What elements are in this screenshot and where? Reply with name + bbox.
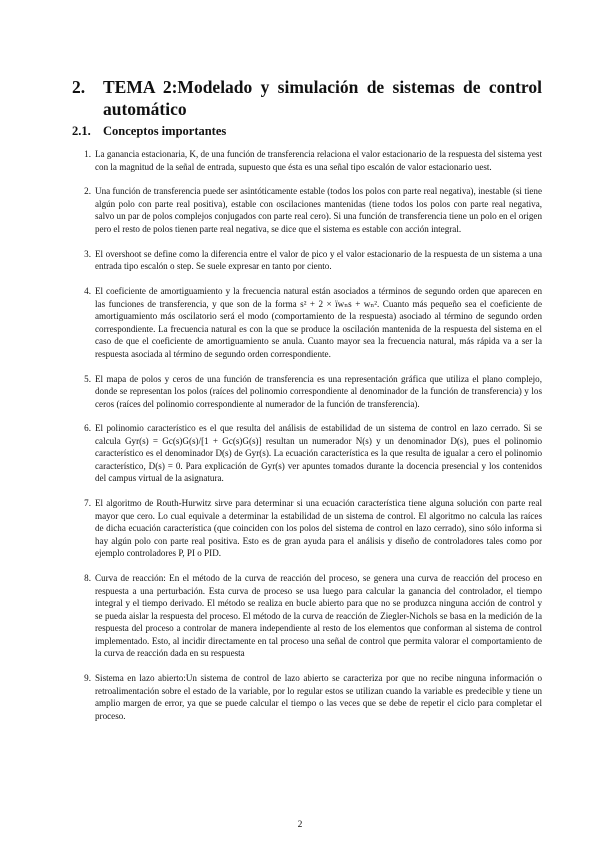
list-item <box>72 422 542 485</box>
section-heading <box>72 123 226 139</box>
list-item <box>72 572 542 660</box>
list-item <box>72 497 542 560</box>
chapter-number: 2. <box>72 77 86 97</box>
item-number: 6 . <box>77 422 91 435</box>
item-text: Curva de reacción: En el método de la curva de reacción del proceso, se genera una curva de reacción del proceso en respuesta a una perturbación. Esta curva de proceso se usa luego para calcular la ganancia del controlador, el tiempo integral y el tiempo derivado. El método se realiza en bucle abierto para que no se produzca ninguna acción de control y se pueda aislar la respuesta del proceso. El método de la curva de reacción de Ziegler-Nichols se basa en la medición de la respuesta del proceso a controlar de manera independiente al resto de los elementos que conforman al sistema de control implementado. Esto, al incidir directamente en tal proceso una señal de control que permita valorar el comportamiento de la curva de reacción dada en su respuesta <box>95 573 542 659</box>
item-number: 8 . <box>77 572 91 585</box>
list-item <box>72 672 542 722</box>
item-number: 5 . <box>77 373 91 386</box>
item-text: Sistema en lazo abierto:Un sistema de control de lazo abierto se caracteriza por que no recibe ninguna información o retroalimentación sobre el estado de la variable, por lo regular estos se utilizan cuando la variable es predecible y tiene un amplio margen de error, ya que se puede calcular el tiempo o las veces que se debe de repetir el ciclo para completar el proceso. <box>95 673 542 721</box>
item-text: El polinomio característico es el que resulta del análisis de estabilidad de un sistema de control en lazo cerrado. Si se calcula Gyr(s) = Gc(s)G(s)/[1 + Gc(s)G(s)] resultan un numerador N(s) y un denominador D(s), pues el polinomio característico es el denominador D(s) de Gyr(s). La ecuación característica es la que resulta de igualar a cero el polinomio característico, D(s) = 0. Para explicación de Gyr(s) ver apuntes tomados durante la docencia presencial y los contenidos del campus virtual de la asignatura. <box>95 423 542 484</box>
item-number: 2 . <box>77 185 91 198</box>
list-item <box>72 373 542 411</box>
page-number: 2 <box>297 820 303 830</box>
section-number: 2.1. <box>72 124 91 138</box>
list-item <box>72 285 542 360</box>
item-text: El algoritmo de Routh-Hurwitz sirve para determinar si una ecuación característica tiene alguna solución con parte real mayor que cero. Lo cual equivale a determinar la estabilidad de un sistema de control. El algoritmo no calcula las raíces de dicha ecuación característica (que coinciden con los polos del sistema de control en lazo cerrado), sino sólo informa si hay algún polo con parte real positiva. Esto es de gran ayuda para el análisis y diseño de controladores tales como por ejemplo controladores P, PI o PID. <box>95 498 542 559</box>
list-item <box>72 248 542 273</box>
list-item <box>72 185 542 235</box>
chapter-heading <box>72 76 542 120</box>
list-item <box>72 148 542 173</box>
item-text: El overshoot se define como la diferencia entre el valor de pico y el valor estacionario de la respuesta de un sistema a una entrada tipo escalón o step. Se suele expresar en tanto por ciento. <box>95 248 542 272</box>
item-number: 3 . <box>77 248 91 261</box>
item-number: 1 . <box>77 148 91 161</box>
chapter-title: TEMA 2:Modelado y simulación de sistemas de control automático <box>103 77 542 119</box>
item-text: El coeficiente de amortiguamiento y la frecuencia natural están asociados a términos de segundo orden que aparecen en las funciones de transferencia, y que son de la forma s² + 2 × ïwₙs + wₙ². Cuanto más pequeño sea el coeficiente de amortiguamiento más oscilatorio será el modo (comportamiento de la respuesta) asociado al término de segundo orden correspondiente. La frecuencia natural es con la que se produce la oscilación mantenida de la respuesta del sistema en el caso de que el coeficiente de amortiguamiento se anula. Cuanto mayor sea la frecuencia natural, más rápida va a ser la respuesta asociada al término de segundo orden correspondiente. <box>95 286 542 359</box>
item-text: La ganancia estacionaria, K, de una función de transferencia relaciona el valor estacionario de la respuesta del sistema yest con la magnitud de la señal de entrada, supuesto que ésta es una señal tipo escalón de valor estacionario uest. <box>95 149 542 172</box>
item-number: 9 . <box>77 672 91 685</box>
item-number: 7 . <box>77 497 91 510</box>
concept-list <box>72 148 542 735</box>
item-text: Una función de transferencia puede ser asintóticamente estable (todos los polos con parte real negativa), inestable (si tiene algún polo con parte real positiva), estable con oscilaciones mantenidas (tiene todos los polos con parte real negativa, salvo un par de polos complejos conjugados con parte real cero). Si una función de transferencia tiene un polo en el origen pero el resto de polos tienen parte real negativa, se dice que el sistema es estable con acción integral. <box>95 186 542 234</box>
section-title: Conceptos importantes <box>103 124 227 138</box>
item-number: 4 . <box>77 285 91 298</box>
item-text: El mapa de polos y ceros de una función de transferencia es una representación gráfica que utiliza el plano complejo, donde se representan los polos (raíces del polinomio correspondiente al denominador de la función de transferencia) y los ceros (raíces del polinomio correspondiente al numerador de la función de transferencia). <box>95 373 542 409</box>
